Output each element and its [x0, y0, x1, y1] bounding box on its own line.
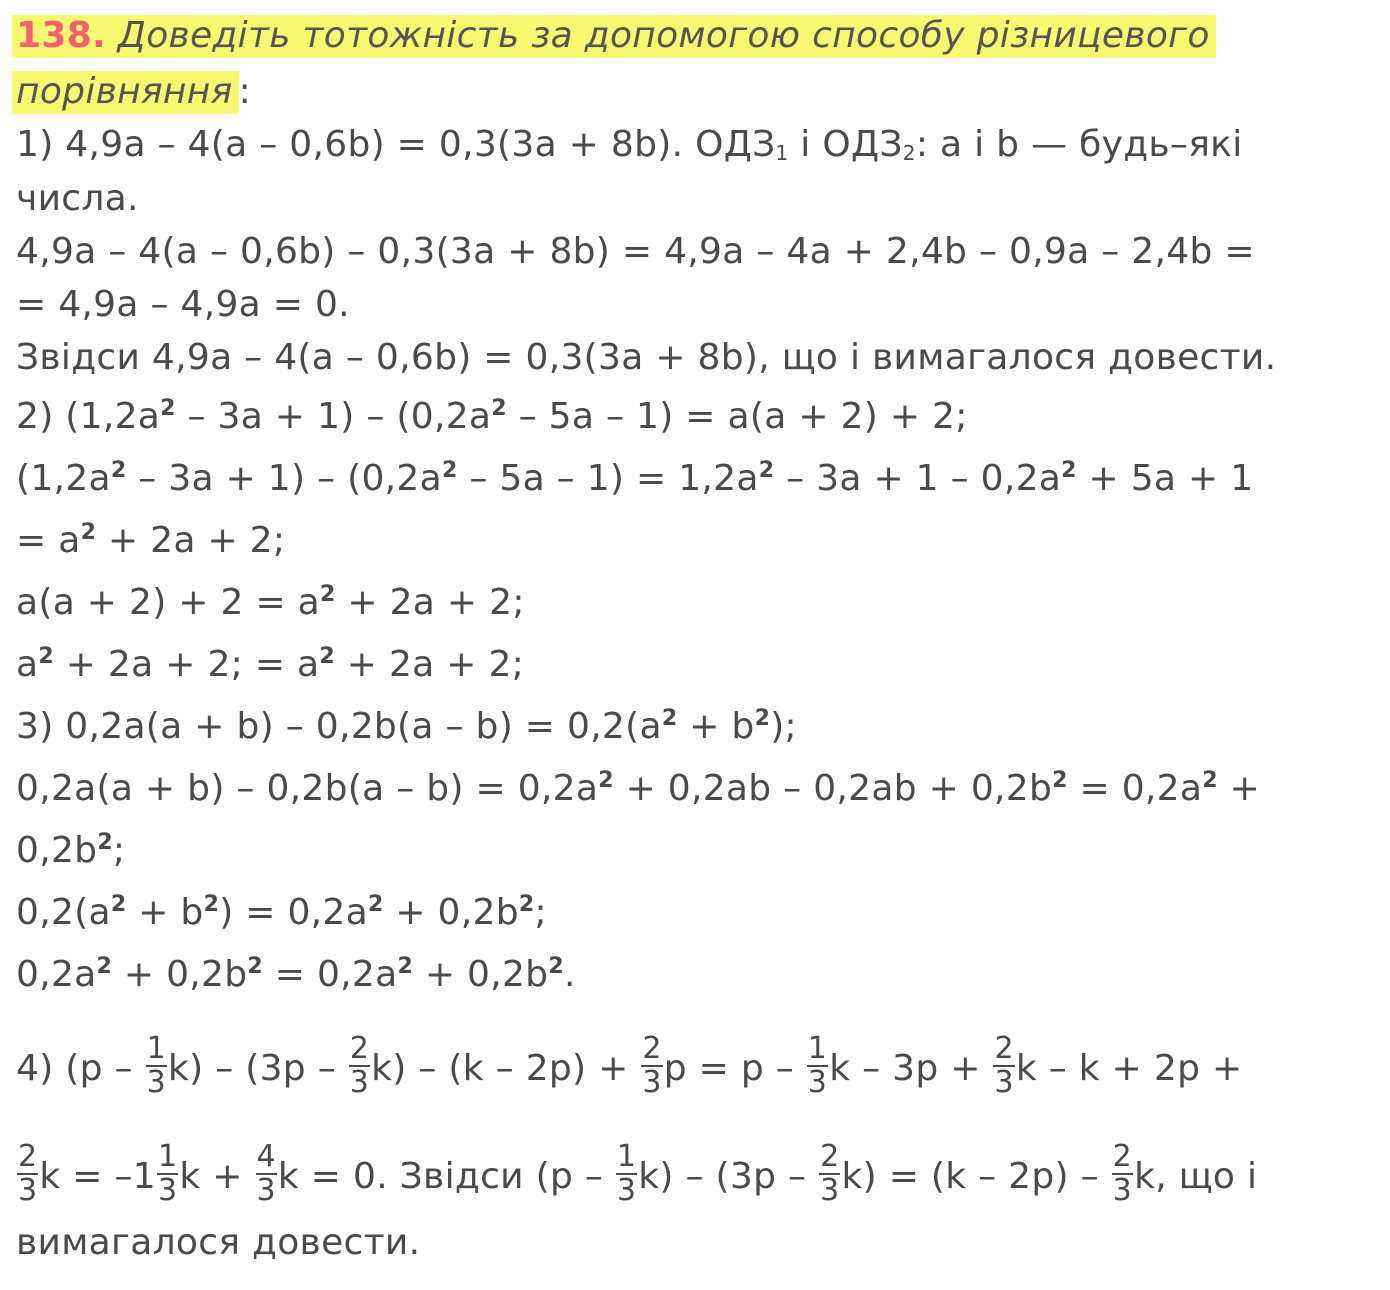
task-colon: :: [238, 71, 251, 112]
part2-line2: $(1,2a^2 - 3a + 1) - (0,2a^2 - 5a - 1) = 1,2a^2 - 3a + 1 - 0,2a^2 + 5a + 1$: [16, 458, 1254, 499]
task-number: 138.: [16, 15, 107, 56]
part3-line1: 3) $0,2a(a + b) - 0,2b(a - b) = 0,2(a^2 + b^2)$;: [16, 706, 797, 747]
fraction: $\frac{1}{3}$: [146, 1031, 166, 1100]
task-header-line1: [16, 14, 1216, 58]
fraction: $\frac{2}{3}$: [994, 1031, 1014, 1100]
part2-line4: $a(a + 2) + 2 = a^2 + 2a + 2$;: [16, 582, 525, 623]
part3-line2: $0,2a(a + b) - 0,2b(a - b) = 0,2a^2 + 0,2ab - 0,2ab + 0,2b^2 = 0,2a^2$ +: [16, 768, 1261, 809]
fraction: $\frac{2}{3}$: [349, 1031, 370, 1100]
part1-statement: 1) 4,9a – 4(a – 0,6b) = 0,3(3a + 8b). $ОДЗ_1$ і $ОДЗ_2$: a і b — будь–які: [16, 124, 1243, 165]
part3-line4: $0,2(a^2 + b^2) = 0,2a^2 + 0,2b^2$;: [16, 892, 547, 933]
part1-calc-line1: 4,9a – 4(a – 0,6b) – 0,3(3a + 8b) = 4,9a – 4a + 2,4b – 0,9a – 2,4b =: [16, 231, 1255, 272]
task-text-line1: Доведіть тотожність за допомогою способу різницевого: [117, 15, 1210, 56]
part3-line5: $0,2a^2 + 0,2b^2 = 0,2a^2 + 0,2b^2$.: [16, 954, 576, 995]
part3-line3: $0,2b^2$;: [16, 830, 126, 871]
task-highlight: [12, 71, 239, 114]
part2-line5: $a^2 + 2a + 2$; = $a^2 + 2a + 2$;: [16, 644, 525, 685]
part4-conclusion: вимагалося довести.: [16, 1222, 421, 1263]
fraction: $\frac{1}{3}$: [158, 1139, 178, 1208]
fraction: $\frac{1}{3}$: [807, 1031, 828, 1100]
fraction: $\frac{1}{3}$: [616, 1139, 637, 1208]
task-text-line2: порівняння: [16, 71, 233, 112]
task-header-line2: [16, 70, 251, 114]
part4-line1: 4) (p – $\frac{1}{3}$ k) – (3p – $\frac{2}{3}$ k) – (k – 2p) + $\frac{2}{3}$ p = p – $\frac{1}{3}$ k – 3p + $\frac{2}{3}$ k – k + 2p +: [16, 1031, 1243, 1100]
part4-line2: $\frac{2}{3}$ k = –1 $\frac{1}{3}$ k + $\frac{4}{3}$ k = 0. Звідси (p – $\frac{1}{3}$ k) – (3p – $\frac{2}{3}$ k) = (k – 2p) – $\frac{2}{3}$ k, що і: [18, 1139, 1258, 1208]
part2-line1: 2) $(1,2a^2 - 3a + 1) - (0,2a^2 - 5a - 1) = a(a + 2) + 2$;: [16, 396, 968, 437]
fraction: $\frac{2}{3}$: [18, 1139, 38, 1208]
fraction: $\frac{2}{3}$: [1112, 1139, 1133, 1208]
task-highlight: [12, 15, 1216, 58]
fraction: $\frac{4}{3}$: [256, 1139, 276, 1208]
part2-line3: = $a^2 + 2a + 2$;: [16, 520, 286, 561]
fraction: $\frac{2}{3}$: [820, 1139, 840, 1208]
part1-calc-line2: = 4,9a – 4,9a = 0.: [16, 284, 350, 325]
part1-statement-cont: числа.: [16, 178, 139, 219]
fraction: $\frac{2}{3}$: [642, 1031, 662, 1100]
part1-conclusion: Звідси 4,9a – 4(a – 0,6b) = 0,3(3a + 8b), що і вимагалося довести.: [16, 337, 1277, 378]
